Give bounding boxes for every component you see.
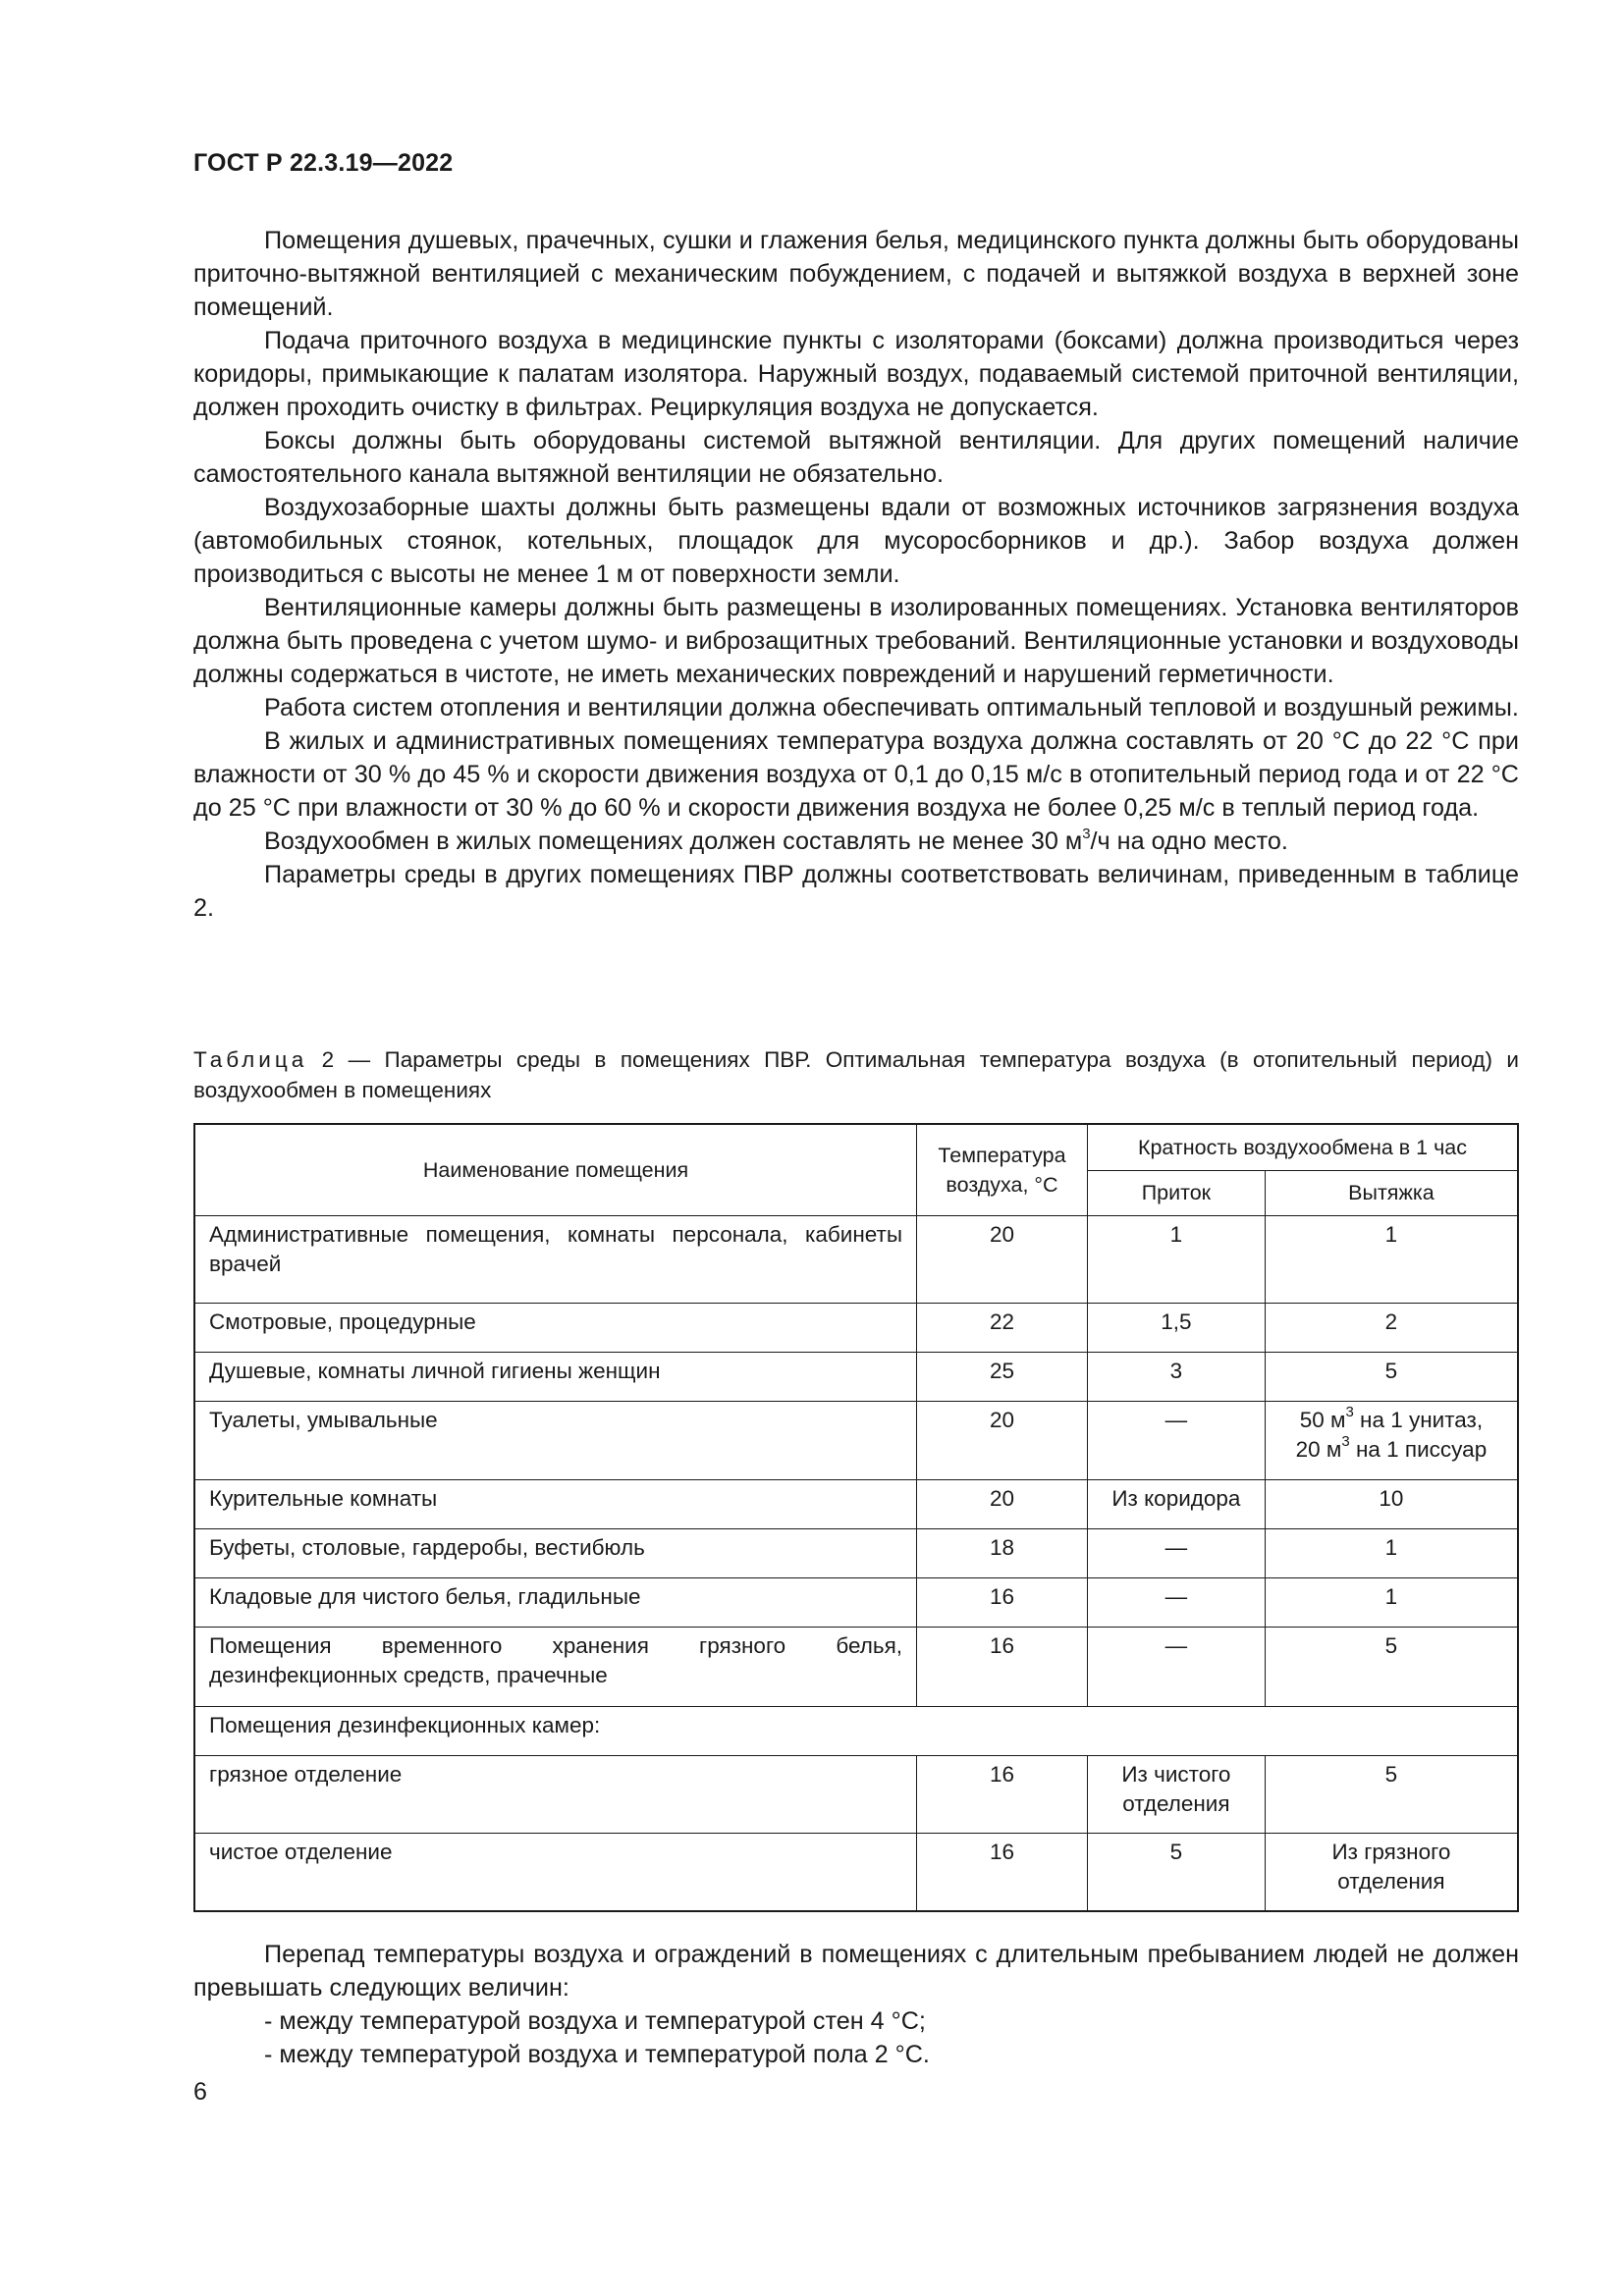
table-row [194, 1528, 1518, 1577]
table-row [194, 1833, 1518, 1911]
cell-exhaust: 5 [1265, 1627, 1518, 1706]
cell-supply: — [1087, 1577, 1265, 1627]
paragraph: Боксы должны быть оборудованы системой вытяжной вентиляции. Для других помещений наличие самостоятельного канала вытяжной вентиляции не обязательно. [193, 427, 1519, 488]
list-item: - между температурой воздуха и температурой пола 2 °С. [264, 2041, 930, 2068]
paragraph: Перепад температуры воздуха и ограждений в помещениях с длительным пребыванием людей не должен превышать следующих величин: [193, 1941, 1519, 2002]
cell-exhaust [1265, 1401, 1518, 1479]
cell-name: Туалеты, умывальные [194, 1401, 917, 1479]
paragraph: В жилых и административных помещениях температура воздуха должна составлять от 20 °С до 22 °С при влажности от 30 % до 45 % и скорости движения воздуха от 0,1 до 0,15 м/с в отопительный период года и от 22 °С до 25 °С при влажности от 30 % до 60 % и скорости движения воздуха не более 0,25 м/с в теплый период года. [193, 727, 1519, 822]
cell-exhaust: 1 [1265, 1528, 1518, 1577]
cell-name: грязное отделение [194, 1755, 917, 1833]
cell-supply: — [1087, 1528, 1265, 1577]
list-item: - между температурой воздуха и температурой стен 4 °С; [264, 2007, 926, 2035]
cell-temp: 16 [917, 1755, 1088, 1833]
cell-exhaust: 10 [1265, 1479, 1518, 1528]
cell-supply: 1 [1087, 1215, 1265, 1303]
header-supply: Приток [1087, 1170, 1265, 1215]
paragraph: Воздухозаборные шахты должны быть размещены вдали от возможных источников загрязнения воздуха (автомобильных стоянок, котельных, площадок для мусоросборников и др.). Забор воздуха должен производиться с высоты не менее 1 м от поверхности земли. [193, 494, 1519, 588]
header-exhaust: Вытяжка [1265, 1170, 1518, 1215]
cell-supply: Из чистого отделения [1087, 1755, 1265, 1833]
cell-supply: 3 [1087, 1352, 1265, 1401]
cell-exhaust: 5 [1265, 1352, 1518, 1401]
cell-exhaust: Из грязного отделения [1265, 1833, 1518, 1911]
paragraph: Подача приточного воздуха в медицинские пункты с изоляторами (боксами) должна производиться через коридоры, примыкающие к палатам изолятора. Наружный воздух, подаваемый системой приточной вентиляции, должен проходить очистку в фильтрах. Рециркуляция воздуха не допускается. [193, 327, 1519, 421]
table-group-row [194, 1706, 1518, 1755]
cell-name: Душевые, комнаты личной гигиены женщин [194, 1352, 917, 1401]
superscript: 3 [1082, 825, 1091, 842]
cell-name: Административные помещения, комнаты персонала, кабинеты врачей [194, 1215, 917, 1303]
exhaust-text: на 1 унитаз, [1353, 1407, 1484, 1432]
paragraph: Вентиляционные камеры должны быть размещены в изолированных помещениях. Установка вентиляторов должна быть проведена с учетом шумо- и виброзащитных требований. Вентиляционные установки и воздуховоды должны содержаться в чистоте, не иметь механических повреждений и нарушений герметичности. [193, 594, 1519, 688]
paragraph: Помещения душевых, прачечных, сушки и глажения белья, медицинского пункта должны быть оборудованы приточно-вытяжной вентиляцией с механическим побуждением, с подачей и вытяжкой воздуха в верхней зоне помещений. [193, 227, 1519, 321]
cell-exhaust: 1 [1265, 1215, 1518, 1303]
document-header: ГОСТ Р 22.3.19—2022 [193, 149, 454, 177]
table-caption [193, 1044, 1519, 1105]
cell-name: Помещения временного хранения грязного белья, дезинфекционных средств, прачечные [194, 1627, 917, 1706]
cell-temp: 16 [917, 1577, 1088, 1627]
exhaust-line [1279, 1435, 1503, 1465]
cell-temp: 20 [917, 1215, 1088, 1303]
cell-supply: Из коридора [1087, 1479, 1265, 1528]
header-room-name: Наименование помещения [194, 1124, 917, 1215]
paragraph: Работа систем отопления и вентиляции должна обеспечивать оптимальный тепловой и воздушный режимы. [264, 694, 1519, 721]
cell-name: чистое отделение [194, 1833, 917, 1911]
header-temperature: Температура воздуха, °С [917, 1124, 1088, 1215]
table-row [194, 1627, 1518, 1706]
table-row [194, 1303, 1518, 1352]
parameters-table [193, 1123, 1519, 1912]
table-row [194, 1401, 1518, 1479]
cell-name: Курительные комнаты [194, 1479, 917, 1528]
cell-exhaust: 1 [1265, 1577, 1518, 1627]
cell-name: Кладовые для чистого белья, гладильные [194, 1577, 917, 1627]
cell-temp: 20 [917, 1401, 1088, 1479]
cell-group-label: Помещения дезинфекционных камер: [194, 1706, 1518, 1755]
table-row [194, 1352, 1518, 1401]
cell-supply: 5 [1087, 1833, 1265, 1911]
exhaust-text: 50 м [1299, 1407, 1346, 1432]
closing-text [193, 1938, 1519, 2071]
paragraph: Параметры среды в других помещениях ПВР должны соответствовать величинам, приведенным в таблице 2. [193, 861, 1519, 922]
table-row [194, 1215, 1518, 1303]
superscript: 3 [1341, 1433, 1350, 1450]
page-number: 6 [193, 2078, 207, 2106]
table-row [194, 1479, 1518, 1528]
table-caption-label: Таблица [193, 1047, 308, 1072]
table-row [194, 1755, 1518, 1833]
cell-temp: 16 [917, 1833, 1088, 1911]
body-text [193, 224, 1519, 925]
cell-supply: 1,5 [1087, 1303, 1265, 1352]
cell-name: Буфеты, столовые, гардеробы, вестибюль [194, 1528, 917, 1577]
cell-exhaust: 2 [1265, 1303, 1518, 1352]
exhaust-line [1279, 1406, 1503, 1435]
paragraph-airflow [193, 825, 1519, 858]
superscript: 3 [1345, 1404, 1354, 1420]
cell-supply: — [1087, 1401, 1265, 1479]
cell-exhaust: 5 [1265, 1755, 1518, 1833]
cell-supply: — [1087, 1627, 1265, 1706]
cell-temp: 18 [917, 1528, 1088, 1577]
cell-temp: 20 [917, 1479, 1088, 1528]
table-caption-text: 2 — Параметры среды в помещениях ПВР. Оптимальная температура воздуха (в отопительный период) и воздухообмен в помещениях [193, 1047, 1519, 1102]
cell-temp: 16 [917, 1627, 1088, 1706]
cell-temp: 25 [917, 1352, 1088, 1401]
cell-name: Смотровые, процедурные [194, 1303, 917, 1352]
exhaust-text: на 1 писсуар [1349, 1436, 1488, 1462]
airflow-text-end: /ч на одно место. [1090, 828, 1288, 855]
exhaust-text: 20 м [1295, 1436, 1342, 1462]
airflow-text: Воздухообмен в жилых помещениях должен составлять не менее 30 м [264, 828, 1083, 855]
header-air-exchange: Кратность воздухообмена в 1 час [1087, 1124, 1518, 1170]
table-row [194, 1577, 1518, 1627]
cell-temp: 22 [917, 1303, 1088, 1352]
